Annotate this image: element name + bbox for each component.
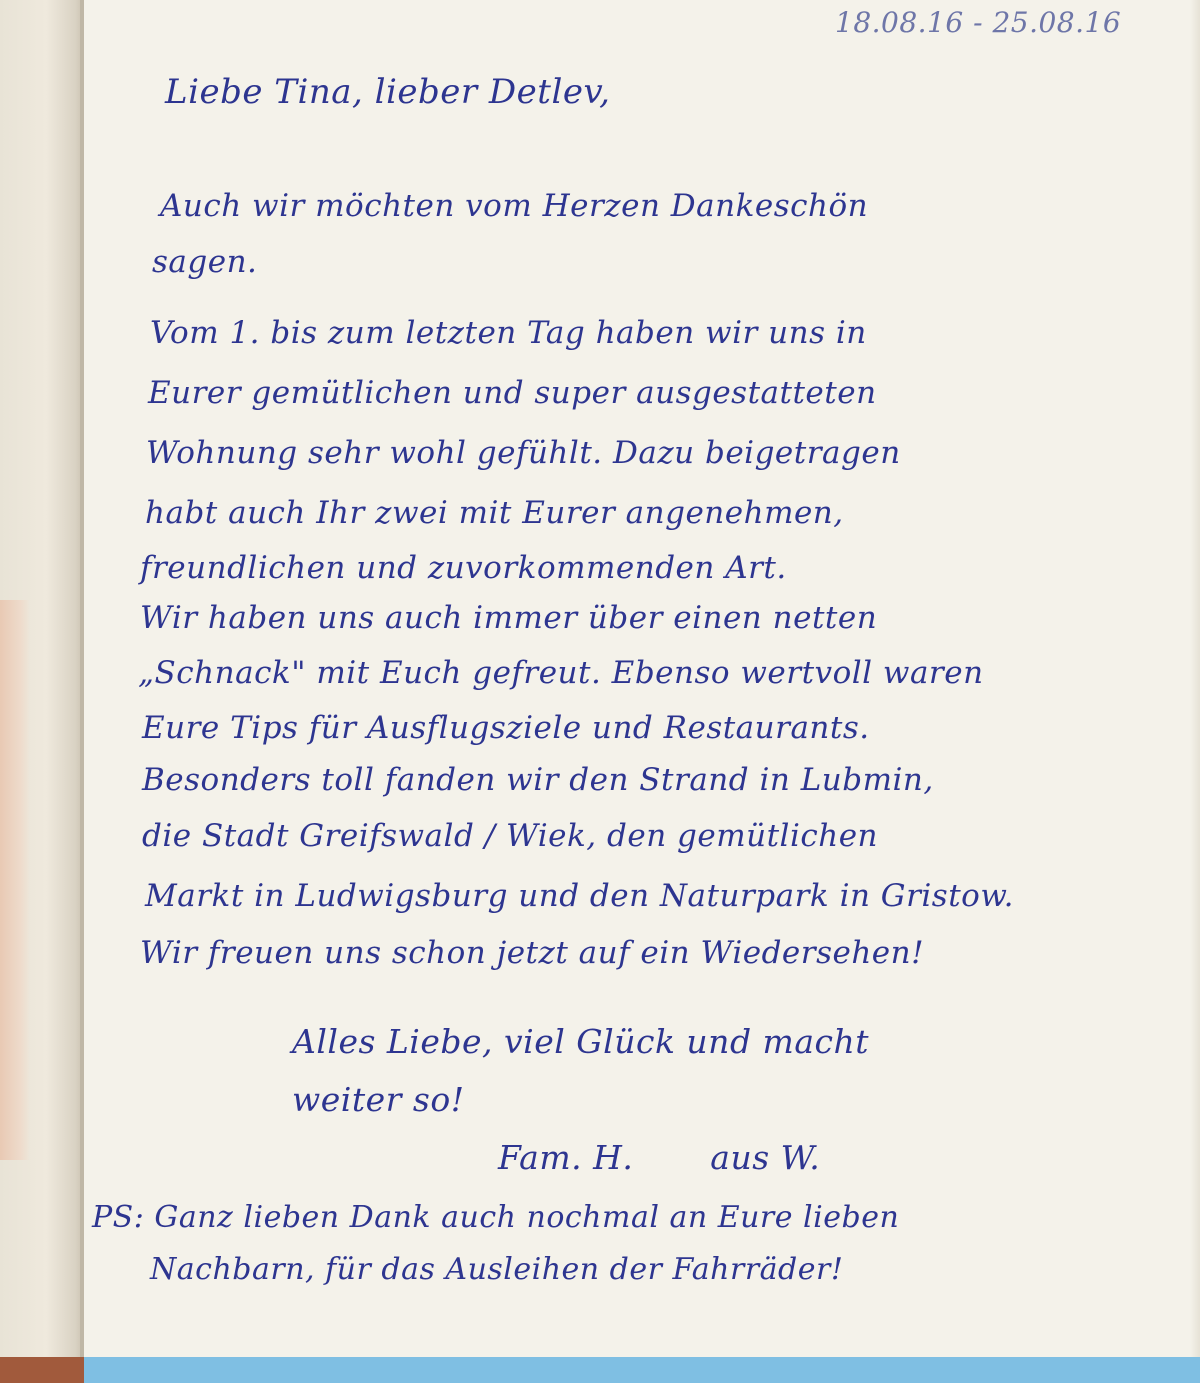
signature: Fam. H. aus W. bbox=[498, 1138, 821, 1177]
body-line: habt auch Ihr zwei mit Eurer angenehmen, bbox=[145, 495, 844, 531]
body-line: Auch wir möchten vom Herzen Dankeschön bbox=[160, 188, 869, 224]
body-line: Vom 1. bis zum letzten Tag haben wir uns in bbox=[150, 315, 867, 351]
body-line: Eure Tips für Ausflugsziele und Restaurants. bbox=[142, 710, 870, 746]
page-bottom-edge bbox=[84, 1357, 1200, 1383]
greeting: Liebe Tina, lieber Detlev, bbox=[165, 72, 611, 112]
binding-fold bbox=[80, 0, 84, 1383]
page-right-edge bbox=[1190, 0, 1200, 1357]
closing-line: Alles Liebe, viel Glück und macht bbox=[292, 1022, 870, 1061]
body-line: Besonders toll fanden wir den Strand in Lubmin, bbox=[142, 762, 934, 798]
postscript-line: Nachbarn, für das Ausleihen der Fahrräder! bbox=[150, 1252, 844, 1287]
body-line: „Schnack" mit Euch gefreut. Ebenso wertvoll waren bbox=[138, 655, 984, 691]
body-line: Wir haben uns auch immer über einen netten bbox=[140, 600, 878, 636]
previous-page-edge bbox=[0, 600, 30, 1160]
closing-line: weiter so! bbox=[292, 1080, 465, 1119]
body-line: Wir freuen uns schon jetzt auf ein Wiedersehen! bbox=[140, 935, 925, 971]
date-range: 18.08.16 - 25.08.16 bbox=[835, 6, 1122, 39]
body-line: freundlichen und zuvorkommenden Art. bbox=[140, 550, 787, 586]
body-line: Wohnung sehr wohl gefühlt. Dazu beigetragen bbox=[146, 435, 901, 471]
body-line: Markt in Ludwigsburg und den Naturpark in Gristow. bbox=[145, 878, 1015, 914]
body-line: sagen. bbox=[152, 244, 258, 280]
body-line: die Stadt Greifswald / Wiek, den gemütlichen bbox=[142, 818, 878, 854]
cover-corner bbox=[0, 1357, 84, 1383]
body-line: Eurer gemütlichen und super ausgestatteten bbox=[148, 375, 877, 411]
postscript-line: PS: Ganz lieben Dank auch nochmal an Eure lieben bbox=[92, 1200, 900, 1235]
